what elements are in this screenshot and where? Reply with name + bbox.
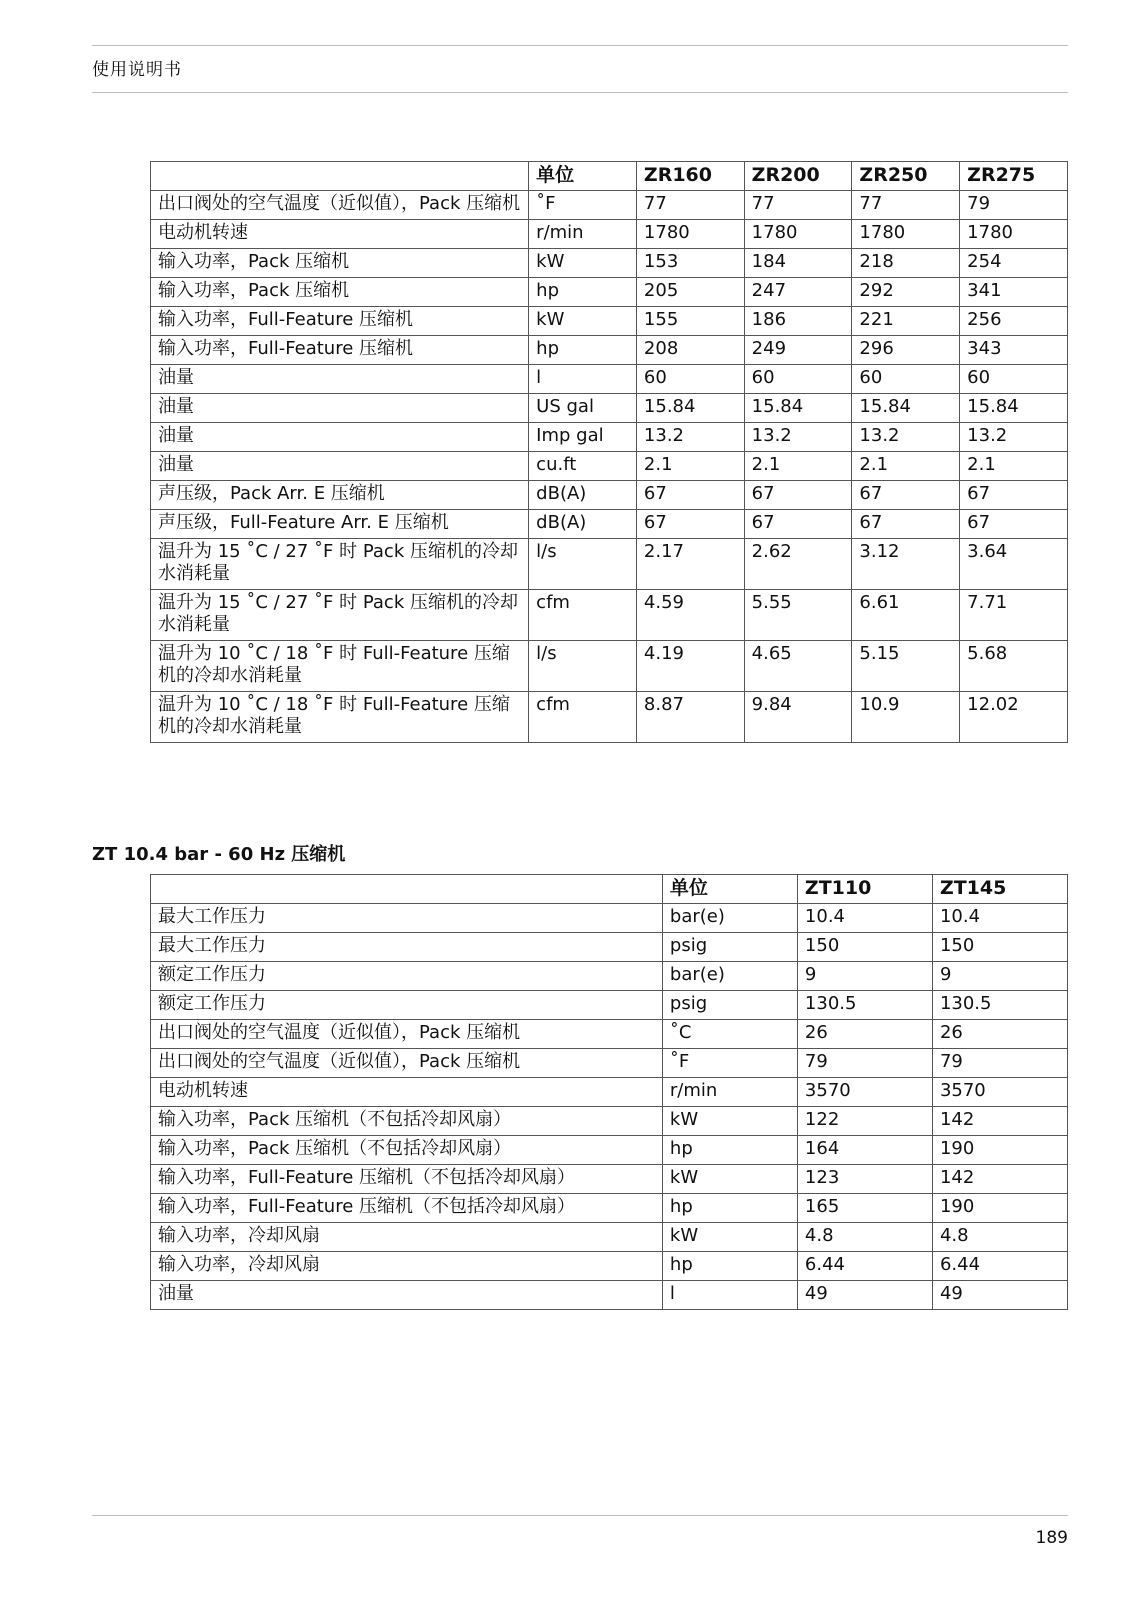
zt-cell-value: 9 [797, 962, 932, 991]
zr-cell-value: 60 [636, 365, 744, 394]
zr-table-row [151, 539, 1068, 590]
zt-cell-value: 123 [797, 1165, 932, 1194]
zr-table-header-row [151, 162, 1068, 191]
zr-cell-value: 2.1 [744, 452, 852, 481]
zr-cell-value: 67 [636, 510, 744, 539]
zr-cell-value: 1780 [636, 220, 744, 249]
zt-cell-value: 4.8 [797, 1223, 932, 1252]
zr-cell-value: 186 [744, 307, 852, 336]
zr-cell-parameter: 油量 [151, 394, 529, 423]
zt-header-cell-unit: 单位 [662, 875, 797, 904]
zt-cell-parameter: 出口阀处的空气温度（近似值），Pack 压缩机 [151, 1020, 663, 1049]
zt-cell-value: 79 [797, 1049, 932, 1078]
header-top-rule [92, 45, 1068, 46]
zr-cell-value: 218 [852, 249, 960, 278]
zr-cell-value: 15.84 [852, 394, 960, 423]
zt-table-row [151, 1194, 1068, 1223]
zr-cell-value: 77 [852, 191, 960, 220]
zr-cell-value: 221 [852, 307, 960, 336]
zt-cell-unit: hp [662, 1136, 797, 1165]
zt-cell-unit: ˚F [662, 1049, 797, 1078]
zr-cell-value: 5.68 [960, 641, 1068, 692]
zr-cell-value: 3.64 [960, 539, 1068, 590]
zt-cell-value: 6.44 [797, 1252, 932, 1281]
zr-cell-parameter: 输入功率，Full-Feature 压缩机 [151, 307, 529, 336]
zt-cell-value: 142 [932, 1107, 1067, 1136]
zr-cell-parameter: 声压级，Pack Arr. E 压缩机 [151, 481, 529, 510]
zt-cell-parameter: 最大工作压力 [151, 933, 663, 962]
document-header-title: 使用说明书 [92, 60, 182, 80]
zr-cell-value: 15.84 [744, 394, 852, 423]
zr-cell-value: 249 [744, 336, 852, 365]
zr-cell-value: 4.59 [636, 590, 744, 641]
zt-header-cell-parameter [151, 875, 663, 904]
zr-cell-value: 67 [960, 481, 1068, 510]
zt-cell-value: 190 [932, 1136, 1067, 1165]
zt-cell-value: 122 [797, 1107, 932, 1136]
zr-cell-value: 1780 [744, 220, 852, 249]
zt-cell-value: 130.5 [932, 991, 1067, 1020]
zt-cell-unit: bar(e) [662, 962, 797, 991]
zt-cell-unit: ˚C [662, 1020, 797, 1049]
zr-cell-parameter: 油量 [151, 452, 529, 481]
zr-cell-unit: cu.ft [529, 452, 637, 481]
zr-cell-value: 10.9 [852, 692, 960, 743]
zr-cell-value: 1780 [960, 220, 1068, 249]
zr-cell-parameter: 声压级，Full-Feature Arr. E 压缩机 [151, 510, 529, 539]
zt-cell-value: 4.8 [932, 1223, 1067, 1252]
zr-cell-parameter: 出口阀处的空气温度（近似值），Pack 压缩机 [151, 191, 529, 220]
zr-cell-value: 5.15 [852, 641, 960, 692]
zt-cell-value: 26 [797, 1020, 932, 1049]
zt-spec-table [150, 874, 1068, 1310]
zr-cell-value: 67 [852, 481, 960, 510]
zt-cell-value: 190 [932, 1194, 1067, 1223]
zt-cell-value: 3570 [797, 1078, 932, 1107]
zt-cell-value: 130.5 [797, 991, 932, 1020]
zt-table-row [151, 1020, 1068, 1049]
zr-table-row [151, 692, 1068, 743]
zt-table-row [151, 1165, 1068, 1194]
zt-cell-value: 164 [797, 1136, 932, 1165]
zr-cell-value: 13.2 [852, 423, 960, 452]
zt-cell-parameter: 输入功率，Full-Feature 压缩机（不包括冷却风扇） [151, 1165, 663, 1194]
zr-table-row [151, 481, 1068, 510]
zr-cell-parameter: 电动机转速 [151, 220, 529, 249]
zt-cell-unit: psig [662, 933, 797, 962]
zt-cell-value: 49 [932, 1281, 1067, 1310]
zr-cell-value: 3.12 [852, 539, 960, 590]
zr-table-row [151, 249, 1068, 278]
zr-table-row [151, 278, 1068, 307]
zt-table-row [151, 1049, 1068, 1078]
zr-table-row [151, 641, 1068, 692]
zr-table-row [151, 220, 1068, 249]
zr-cell-value: 341 [960, 278, 1068, 307]
zt-cell-unit: hp [662, 1194, 797, 1223]
zt-header-cell-model: ZT110 [797, 875, 932, 904]
zr-header-cell-model: ZR160 [636, 162, 744, 191]
zt-header-cell-model: ZT145 [932, 875, 1067, 904]
zr-cell-value: 247 [744, 278, 852, 307]
zt-cell-unit: kW [662, 1107, 797, 1136]
zr-cell-value: 13.2 [636, 423, 744, 452]
zt-cell-unit: r/min [662, 1078, 797, 1107]
zt-cell-value: 150 [932, 933, 1067, 962]
zr-table-row [151, 590, 1068, 641]
zt-cell-value: 26 [932, 1020, 1067, 1049]
zr-cell-value: 2.62 [744, 539, 852, 590]
zt-table-row [151, 991, 1068, 1020]
zt-table-row [151, 1136, 1068, 1165]
zr-cell-unit: cfm [529, 590, 637, 641]
zt-cell-parameter: 输入功率，Full-Feature 压缩机（不包括冷却风扇） [151, 1194, 663, 1223]
zr-cell-value: 77 [636, 191, 744, 220]
zt-table-body [151, 904, 1068, 1310]
zt-cell-unit: psig [662, 991, 797, 1020]
zr-cell-value: 2.1 [636, 452, 744, 481]
zr-cell-value: 9.84 [744, 692, 852, 743]
zt-cell-value: 165 [797, 1194, 932, 1223]
zr-cell-value: 254 [960, 249, 1068, 278]
zr-cell-value: 343 [960, 336, 1068, 365]
zt-cell-value: 49 [797, 1281, 932, 1310]
zt-table-row [151, 962, 1068, 991]
zr-cell-value: 67 [744, 510, 852, 539]
zr-cell-unit: kW [529, 249, 637, 278]
zr-cell-unit: r/min [529, 220, 637, 249]
zr-cell-unit: ˚F [529, 191, 637, 220]
zt-cell-parameter: 额定工作压力 [151, 962, 663, 991]
zt-cell-unit: kW [662, 1223, 797, 1252]
zr-cell-value: 4.65 [744, 641, 852, 692]
zr-cell-unit: l/s [529, 539, 637, 590]
zt-cell-parameter: 出口阀处的空气温度（近似值），Pack 压缩机 [151, 1049, 663, 1078]
zt-table-row [151, 1078, 1068, 1107]
zr-cell-value: 13.2 [744, 423, 852, 452]
zt-cell-parameter: 电动机转速 [151, 1078, 663, 1107]
zr-cell-value: 7.71 [960, 590, 1068, 641]
zr-cell-value: 5.55 [744, 590, 852, 641]
zr-cell-value: 60 [744, 365, 852, 394]
zt-cell-parameter: 输入功率，冷却风扇 [151, 1252, 663, 1281]
zr-cell-parameter: 输入功率，Pack 压缩机 [151, 278, 529, 307]
zr-cell-unit: US gal [529, 394, 637, 423]
zr-cell-value: 184 [744, 249, 852, 278]
zt-cell-parameter: 最大工作压力 [151, 904, 663, 933]
zt-section-title: ZT 10.4 bar - 60 Hz 压缩机 [92, 844, 346, 865]
zr-cell-value: 6.61 [852, 590, 960, 641]
zr-cell-value: 79 [960, 191, 1068, 220]
zt-cell-value: 79 [932, 1049, 1067, 1078]
zr-spec-table [150, 161, 1068, 743]
header-bottom-rule [92, 92, 1068, 93]
zr-cell-value: 155 [636, 307, 744, 336]
zr-cell-value: 60 [852, 365, 960, 394]
zr-header-cell-model: ZR250 [852, 162, 960, 191]
zr-header-cell-model: ZR200 [744, 162, 852, 191]
zr-table-row [151, 510, 1068, 539]
zt-cell-unit: l [662, 1281, 797, 1310]
zr-cell-parameter: 油量 [151, 365, 529, 394]
zt-cell-value: 150 [797, 933, 932, 962]
zr-cell-parameter: 温升为 15 ˚C / 27 ˚F 时 Pack 压缩机的冷却水消耗量 [151, 539, 529, 590]
zt-table-row [151, 904, 1068, 933]
zr-cell-value: 13.2 [960, 423, 1068, 452]
zr-cell-unit: dB(A) [529, 510, 637, 539]
zr-cell-unit: cfm [529, 692, 637, 743]
zr-cell-parameter: 输入功率，Pack 压缩机 [151, 249, 529, 278]
zr-cell-value: 15.84 [960, 394, 1068, 423]
zr-cell-unit: hp [529, 278, 637, 307]
zt-cell-value: 3570 [932, 1078, 1067, 1107]
zr-cell-value: 67 [960, 510, 1068, 539]
zr-cell-parameter: 油量 [151, 423, 529, 452]
zr-cell-unit: l [529, 365, 637, 394]
zt-table-header-row [151, 875, 1068, 904]
zt-cell-unit: hp [662, 1252, 797, 1281]
zt-cell-value: 142 [932, 1165, 1067, 1194]
zt-cell-parameter: 输入功率，Pack 压缩机（不包括冷却风扇） [151, 1107, 663, 1136]
zr-cell-value: 4.19 [636, 641, 744, 692]
zr-header-cell-unit: 单位 [529, 162, 637, 191]
zt-cell-parameter: 油量 [151, 1281, 663, 1310]
zr-cell-unit: l/s [529, 641, 637, 692]
zr-cell-value: 77 [744, 191, 852, 220]
zr-cell-unit: kW [529, 307, 637, 336]
zr-header-cell-model: ZR275 [960, 162, 1068, 191]
zr-cell-value: 8.87 [636, 692, 744, 743]
zt-cell-value: 9 [932, 962, 1067, 991]
zr-cell-value: 2.1 [960, 452, 1068, 481]
zr-table-row [151, 423, 1068, 452]
zr-cell-value: 256 [960, 307, 1068, 336]
zt-table-row [151, 1107, 1068, 1136]
zr-table-body [151, 191, 1068, 743]
zt-cell-parameter: 输入功率，冷却风扇 [151, 1223, 663, 1252]
zt-cell-parameter: 输入功率，Pack 压缩机（不包括冷却风扇） [151, 1136, 663, 1165]
zt-table-row [151, 933, 1068, 962]
zr-table-row [151, 191, 1068, 220]
zr-table-row [151, 452, 1068, 481]
zr-cell-value: 296 [852, 336, 960, 365]
zr-cell-parameter: 温升为 10 ˚C / 18 ˚F 时 Full-Feature 压缩机的冷却水消耗量 [151, 692, 529, 743]
zt-cell-unit: kW [662, 1165, 797, 1194]
zt-table-row [151, 1223, 1068, 1252]
zt-cell-unit: bar(e) [662, 904, 797, 933]
zr-cell-value: 12.02 [960, 692, 1068, 743]
zt-table-row [151, 1252, 1068, 1281]
zr-cell-parameter: 温升为 10 ˚C / 18 ˚F 时 Full-Feature 压缩机的冷却水消耗量 [151, 641, 529, 692]
zr-cell-parameter: 温升为 15 ˚C / 27 ˚F 时 Pack 压缩机的冷却水消耗量 [151, 590, 529, 641]
zr-table-row [151, 394, 1068, 423]
zt-cell-value: 10.4 [797, 904, 932, 933]
zr-cell-value: 67 [744, 481, 852, 510]
zr-table-row [151, 365, 1068, 394]
zr-cell-value: 67 [852, 510, 960, 539]
zr-cell-unit: hp [529, 336, 637, 365]
zr-table-row [151, 307, 1068, 336]
zr-cell-value: 2.1 [852, 452, 960, 481]
zr-cell-value: 208 [636, 336, 744, 365]
zt-table-row [151, 1281, 1068, 1310]
zr-header-cell-parameter [151, 162, 529, 191]
footer-rule [92, 1515, 1068, 1516]
zr-cell-value: 1780 [852, 220, 960, 249]
zr-cell-value: 67 [636, 481, 744, 510]
zt-cell-value: 6.44 [932, 1252, 1067, 1281]
zr-cell-unit: dB(A) [529, 481, 637, 510]
zr-cell-value: 15.84 [636, 394, 744, 423]
zt-cell-value: 10.4 [932, 904, 1067, 933]
zr-cell-value: 205 [636, 278, 744, 307]
zr-cell-value: 2.17 [636, 539, 744, 590]
zr-cell-parameter: 输入功率，Full-Feature 压缩机 [151, 336, 529, 365]
zr-cell-value: 153 [636, 249, 744, 278]
zr-table-row [151, 336, 1068, 365]
page-number: 189 [1035, 1528, 1068, 1548]
zr-cell-value: 60 [960, 365, 1068, 394]
zr-cell-value: 292 [852, 278, 960, 307]
zt-cell-parameter: 额定工作压力 [151, 991, 663, 1020]
zr-cell-unit: Imp gal [529, 423, 637, 452]
